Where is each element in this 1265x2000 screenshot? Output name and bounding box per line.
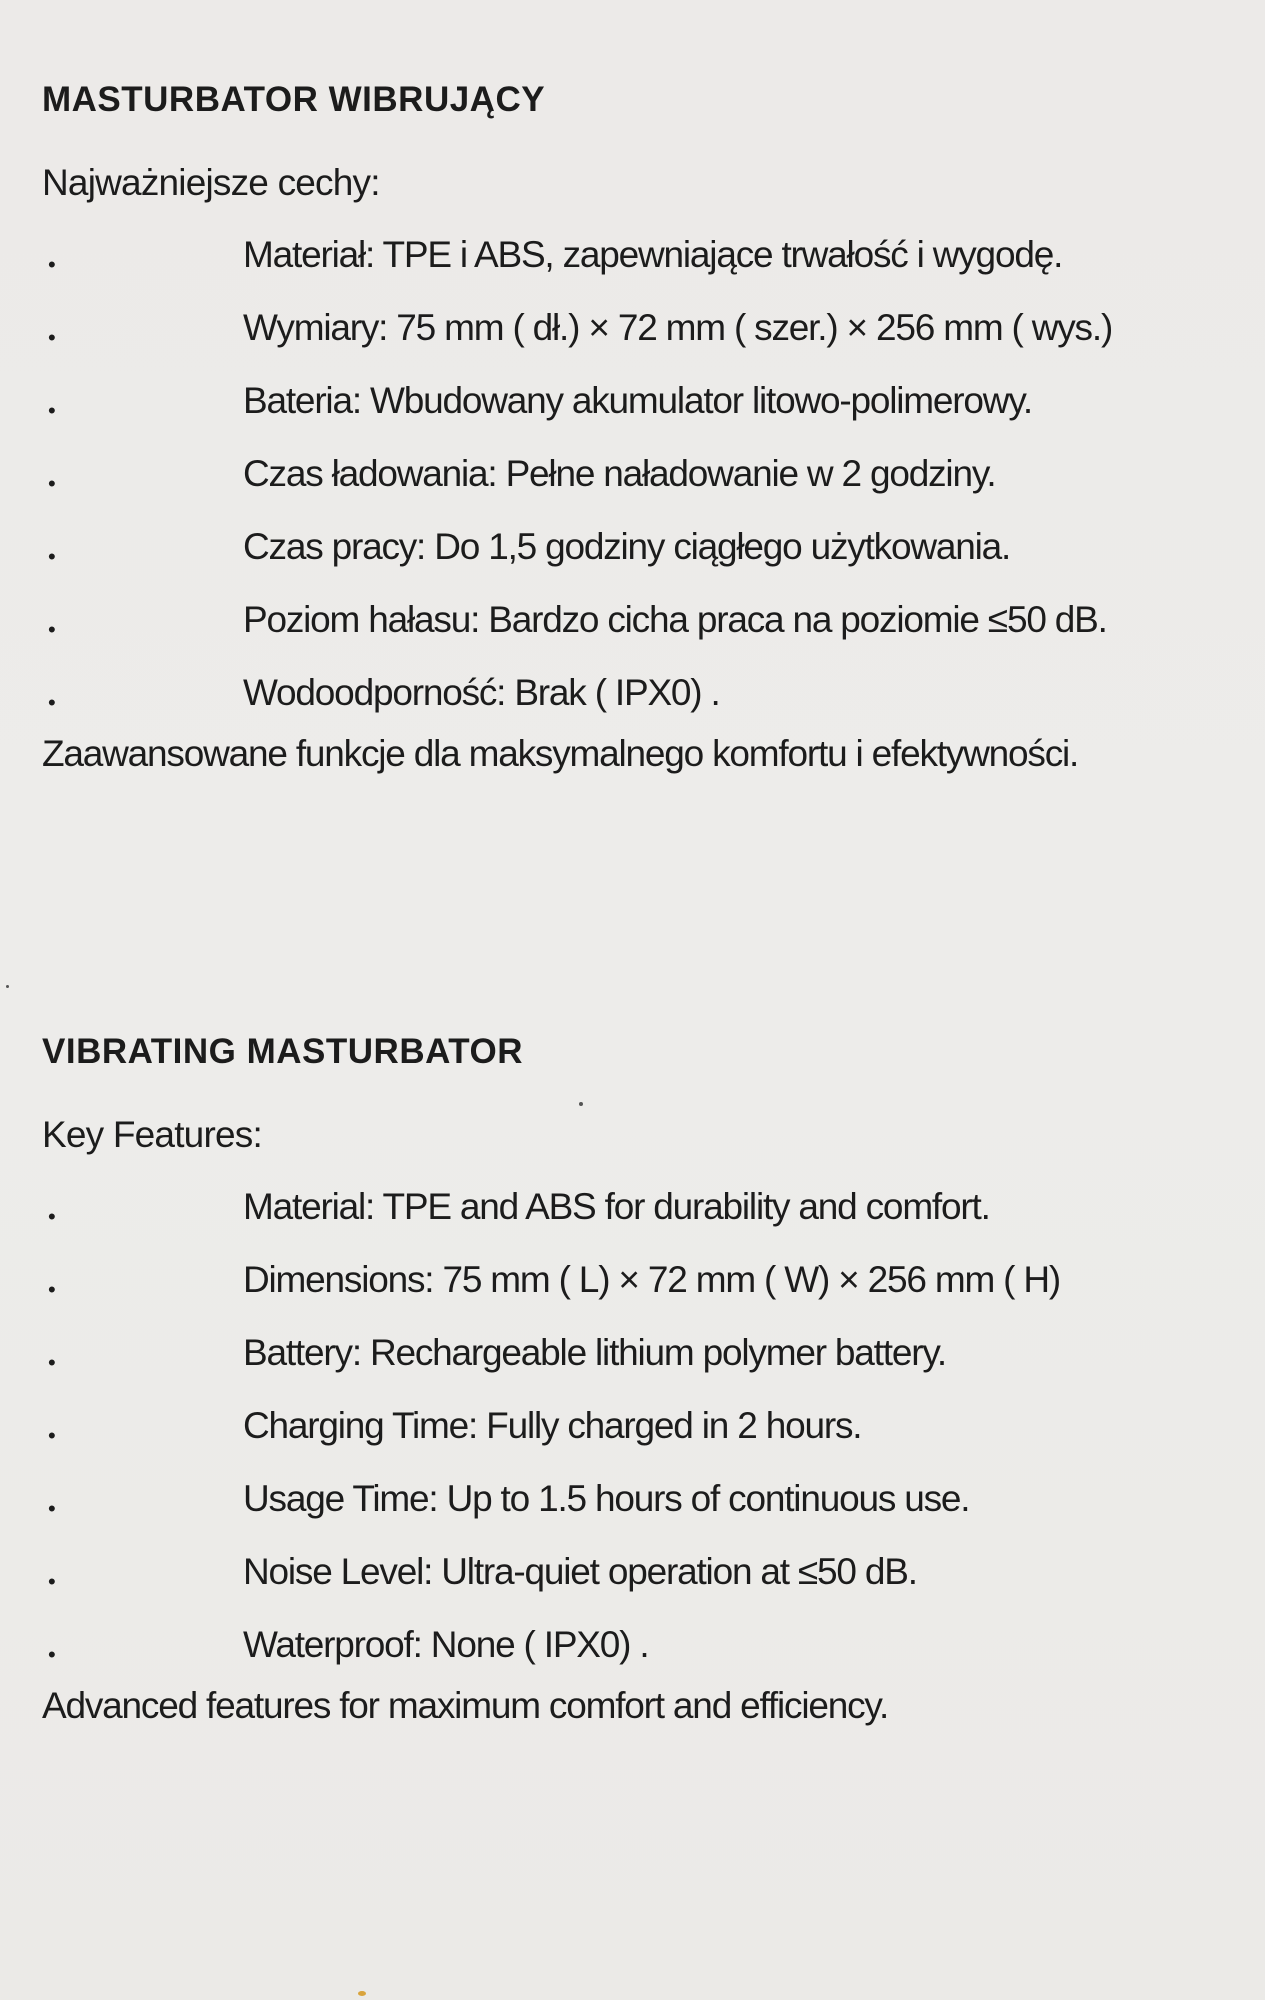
bullet-icon: •: [48, 1204, 56, 1229]
feature-noise-level: Noise Level: Ultra-quiet operation at ≤50 dB.: [243, 1551, 917, 1592]
english-subtitle: Key Features:: [42, 1114, 262, 1155]
polish-section: [42, 78, 1222, 777]
feature-waterproof: Wodoodporność: Brak ( IPX0) .: [243, 672, 720, 713]
paper-speck: [358, 1991, 366, 1996]
paper-speck: [6, 985, 9, 988]
polish-title: MASTURBATOR WIBRUJĄCY: [42, 80, 546, 119]
english-title: VIBRATING MASTURBATOR: [42, 1032, 524, 1071]
list-item: [42, 1610, 1222, 1683]
feature-battery: Battery: Rechargeable lithium polymer battery.: [243, 1332, 946, 1373]
polish-feature-list: [42, 220, 1222, 731]
list-item: [42, 293, 1222, 366]
bullet-icon: •: [48, 1277, 56, 1302]
english-closing-line: Advanced features for maximum comfort and efficiency.: [42, 1685, 889, 1726]
list-item: [42, 585, 1222, 658]
feature-material: Materiał: TPE i ABS, zapewniające trwałość i wygodę.: [243, 234, 1063, 275]
list-item: [42, 1318, 1222, 1391]
list-item: [42, 512, 1222, 585]
list-item: [42, 1172, 1222, 1245]
feature-charging-time: Charging Time: Fully charged in 2 hours.: [243, 1405, 862, 1446]
bullet-icon: •: [48, 617, 56, 642]
bullet-icon: •: [48, 544, 56, 569]
feature-usage-time: Usage Time: Up to 1.5 hours of continuous use.: [243, 1478, 970, 1519]
list-item: [42, 220, 1222, 293]
paper-speck: [579, 1102, 583, 1106]
bullet-icon: •: [48, 471, 56, 496]
list-item: [42, 1391, 1222, 1464]
feature-dimensions: Wymiary: 75 mm ( dł.) × 72 mm ( szer.) × 256 mm ( wys.): [243, 307, 1113, 348]
feature-dimensions: Dimensions: 75 mm ( L) × 72 mm ( W) × 256 mm ( H): [243, 1259, 1061, 1300]
polish-subtitle: Najważniejsze cechy:: [42, 162, 380, 203]
bullet-icon: •: [48, 690, 56, 715]
polish-closing-line: Zaawansowane funkcje dla maksymalnego komfortu i efektywności.: [42, 733, 1079, 774]
feature-usage-time: Czas pracy: Do 1,5 godziny ciągłego użytkowania.: [243, 526, 1011, 567]
feature-charging-time: Czas ładowania: Pełne naładowanie w 2 godziny.: [243, 453, 996, 494]
feature-material: Material: TPE and ABS for durability and comfort.: [243, 1186, 990, 1227]
bullet-icon: •: [48, 252, 56, 277]
bullet-icon: •: [48, 398, 56, 423]
english-section: [42, 1030, 1222, 1729]
bullet-icon: •: [48, 1496, 56, 1521]
feature-noise-level: Poziom hałasu: Bardzo cicha praca na poziomie ≤50 dB.: [243, 599, 1107, 640]
feature-battery: Bateria: Wbudowany akumulator litowo-polimerowy.: [243, 380, 1032, 421]
list-item: [42, 366, 1222, 439]
list-item: [42, 1245, 1222, 1318]
bullet-icon: •: [48, 1569, 56, 1594]
bullet-icon: •: [48, 1350, 56, 1375]
feature-waterproof: Waterproof: None ( IPX0) .: [243, 1624, 649, 1665]
list-item: [42, 439, 1222, 512]
english-feature-list: [42, 1172, 1222, 1683]
list-item: [42, 1464, 1222, 1537]
bullet-icon: •: [48, 325, 56, 350]
list-item: [42, 658, 1222, 731]
bullet-icon: •: [48, 1642, 56, 1667]
list-item: [42, 1537, 1222, 1610]
bullet-icon: •: [48, 1423, 56, 1448]
